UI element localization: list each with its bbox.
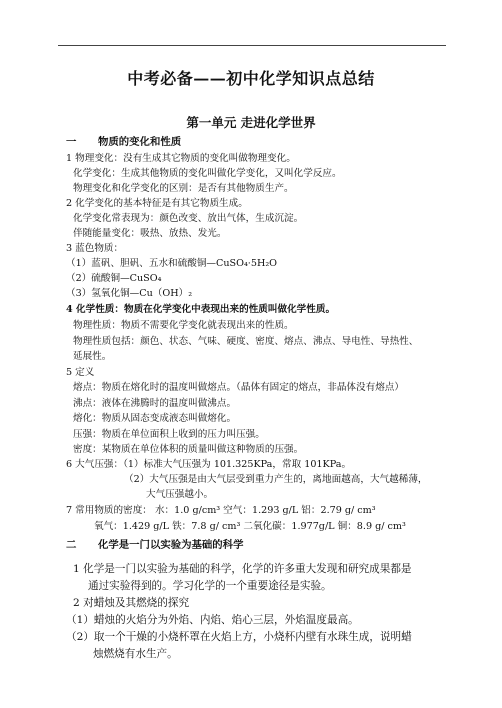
text-line: 化学变化常表现为：颜色改变、放出气体，生成沉淀。	[73, 213, 304, 224]
text-line: 密度：某物质在单位体积的质量叫做这种物质的压强。	[73, 444, 304, 455]
text-line: 物理变化和化学变化的区别：是否有其他物质生产。	[73, 183, 294, 194]
text-line: （1）蜡烛的火焰分为外焰、内焰、焰心三层，外焰温度最高。	[66, 614, 359, 626]
text-line: 3 蓝色物质：	[66, 243, 124, 254]
section-number: 二	[66, 539, 77, 551]
section-number: 一	[66, 136, 77, 148]
text-line: 2 对蜡烛及其燃烧的探究	[73, 597, 190, 609]
text-line: 7 常用物质的密度： 水：1.0 g/cm³ 空气：1.293 g/L 铝：2.79 g/ cm³	[66, 505, 376, 516]
text-line: 氧气：1.429 g/L 铁：7.8 g/ cm³ 二氧化碳：1.977g/L 铜：8.9 g/ cm³	[94, 521, 406, 532]
text-line: 1 物理变化：没有生成其它物质的变化叫做物理变化。	[66, 153, 296, 164]
text-line: 延展性。	[73, 351, 112, 362]
text-line: 6 大气压强：（1）标准大气压强为 101.325KPa，常取 101KPa。	[66, 459, 352, 470]
text-line: （3）氢氧化铜—Cu（OH）₂	[66, 288, 193, 299]
text-line: 熔点：物质在熔化时的温度叫做熔点。（晶体有固定的熔点，非晶体没有熔点）	[73, 382, 404, 393]
text-line: （2）取一个干燥的小烧杯罩在火焰上方，小烧杯内壁有水珠生成，说明蜡	[66, 631, 412, 643]
text-line: 化学变化：生成其他物质的变化叫做化学变化，又叫化学反应。	[73, 168, 342, 179]
text-line: 物理性质包括：颜色、状态、气味、硬度、密度、熔点、沸点、导电性、导热性、	[73, 336, 419, 347]
header-rule	[58, 45, 446, 46]
section-title: 化学是一门以实验为基础的科学	[98, 539, 244, 551]
page-title: 中考必备——初中化学知识点总结	[127, 69, 375, 88]
text-line: 大气压强越小。	[146, 489, 214, 500]
text-line: 沸点：液体在沸腾时的温度叫做沸点。	[73, 398, 237, 409]
text-line: 1 化学是一门以实验为基础的科学，化学的许多重大发现和研究成果都是	[73, 563, 412, 575]
text-line: 烛燃烧有水生产。	[93, 648, 178, 660]
text-line: 物理性质：物质不需要化学变化就表现出来的性质。	[73, 320, 294, 331]
section-title: 物质的变化和性质	[98, 136, 182, 148]
section-heading-2	[66, 539, 243, 551]
unit-title: 第一单元 走进化学世界	[186, 115, 316, 130]
text-line: 4 化学性质：物质在化学变化中表现出来的性质叫做化学性质。	[66, 304, 336, 315]
text-line: 熔化：物质从固态变成液态叫做熔化。	[73, 413, 237, 424]
text-line: （2）硫酸铜—CuSO₄	[66, 273, 162, 284]
text-line: （2）大气压强是由大气层受到重力产生的，离地面越高，大气越稀薄，	[124, 474, 428, 485]
text-line: 2 化学变化的基本特征是有其它物质生成。	[66, 198, 248, 209]
text-line: 伴随能量变化：吸热、放热、发光。	[73, 228, 227, 239]
text-line: 压强：物质在单位面积上收到的压力叫压强。	[73, 429, 265, 440]
text-line: （1）蓝矾、胆矾、五水和硫酸铜—CuSO₄·5H₂O	[66, 258, 278, 269]
section-heading-1	[66, 136, 181, 148]
text-line: 5 定义	[66, 367, 95, 378]
text-line: 通过实验得到的。学习化学的一个重要途径是实验。	[88, 580, 332, 592]
